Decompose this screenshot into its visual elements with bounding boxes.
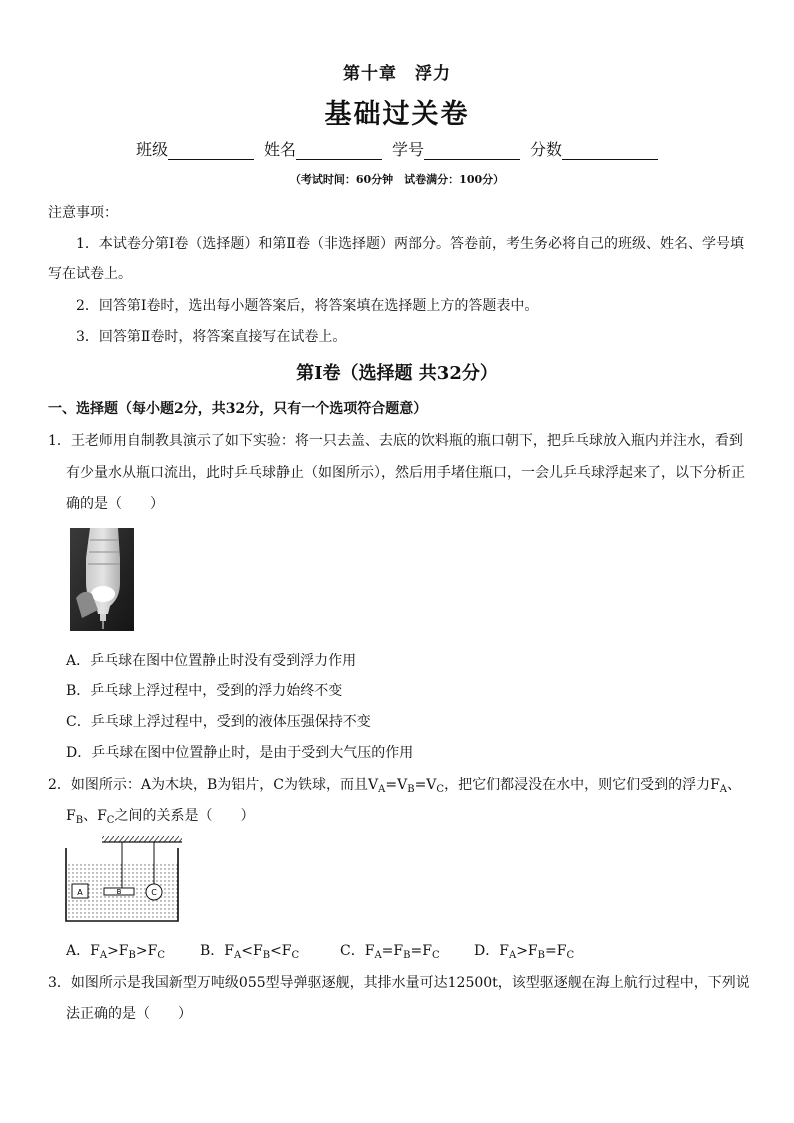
q1-option-c: C．乒乓球上浮过程中，受到的液体压强保持不变: [66, 714, 371, 730]
class-label: 班级: [136, 140, 169, 159]
q1-stem-line-1: 1．王老师用自制教具演示了如下实验：将一只去盖、去底的饮料瓶的瓶口朝下，把乒乓球放入瓶内并注水，看到: [48, 433, 743, 449]
id-blank[interactable]: [424, 143, 520, 160]
q1-bottle-photo: [70, 528, 134, 631]
chapter-title: 第十章 浮力: [343, 64, 451, 84]
q1-option-a: A．乒乓球在图中位置静止时没有受到浮力作用: [66, 653, 357, 669]
note-item-1-line-2: 写在试卷上。: [48, 266, 132, 282]
q2-stem-line-1: 2．如图所示：A为木块，B为铝片，C为铁球，而且$V_A=V_B=V_C$，把它们都浸没在水中，则它们受到的浮力$F_A$、: [48, 777, 742, 795]
q2-option-d: D．$F_A>F_B=F_C$: [474, 943, 575, 961]
q2-stem-line-2: $F_B$、$F_C$之间的关系是（ ）: [66, 808, 255, 826]
notes-heading: 注意事项：: [48, 205, 118, 221]
q2-option-b: B．$F_A<F_B<F_C$: [200, 943, 300, 961]
q2-option-c: C．$F_A=F_B=F_C$: [340, 943, 440, 961]
page-title: 基础过关卷: [324, 99, 470, 130]
diagram-label-c: C: [151, 888, 157, 897]
q3-stem-line-2: 法正确的是（ ）: [66, 1006, 192, 1022]
note-item-3: 3．回答第Ⅱ卷时，将答案直接写在试卷上。: [76, 329, 347, 345]
note-item-2: 2．回答第Ⅰ卷时，选出每小题答案后，将答案填在选择题上方的答题表中。: [76, 298, 539, 314]
score-blank[interactable]: [562, 143, 658, 160]
class-blank[interactable]: [168, 143, 254, 160]
q1-option-b: B．乒乓球上浮过程中，受到的浮力始终不变: [66, 683, 343, 699]
q1-stem-line-3: 确的是（ ）: [66, 496, 164, 512]
exam-time-info: （考试时间：60分钟 试卷满分：100分）: [289, 173, 505, 186]
q1-stem-line-2: 有少量水从瓶口流出，此时乒乓球静止（如图所示），然后用手堵住瓶口，一会儿乒乓球浮起来了，以下分析正: [66, 465, 745, 481]
name-label: 姓名: [264, 140, 297, 159]
note-item-1-line-1: 1．本试卷分第Ⅰ卷（选择题）和第Ⅱ卷（非选择题）两部分。答卷前，考生务必将自己的班级、姓名、学号填: [76, 236, 744, 252]
q2-container-diagram: [64, 836, 182, 922]
q2-option-a: A．$F_A>F_B>F_C$: [66, 943, 165, 961]
q3-stem-line-1: 3．如图所示是我国新型万吨级055型导弹驱逐舰，其排水量可达12500t，该型驱逐舰在海上航行过程中，下列说: [48, 975, 750, 991]
diagram-label-a: A: [77, 888, 83, 897]
id-label: 学号: [392, 140, 425, 159]
name-blank[interactable]: [296, 143, 382, 160]
section-title: 第Ⅰ卷（选择题 共32分）: [296, 363, 498, 384]
score-label: 分数: [530, 140, 563, 159]
part-heading: 一、选择题（每小题2分，共32分，只有一个选项符合题意）: [48, 401, 428, 417]
student-info-line: [136, 137, 668, 160]
diagram-label-b: B: [116, 888, 122, 896]
q1-option-d: D．乒乓球在图中位置静止时，是由于受到大气压的作用: [66, 745, 414, 761]
